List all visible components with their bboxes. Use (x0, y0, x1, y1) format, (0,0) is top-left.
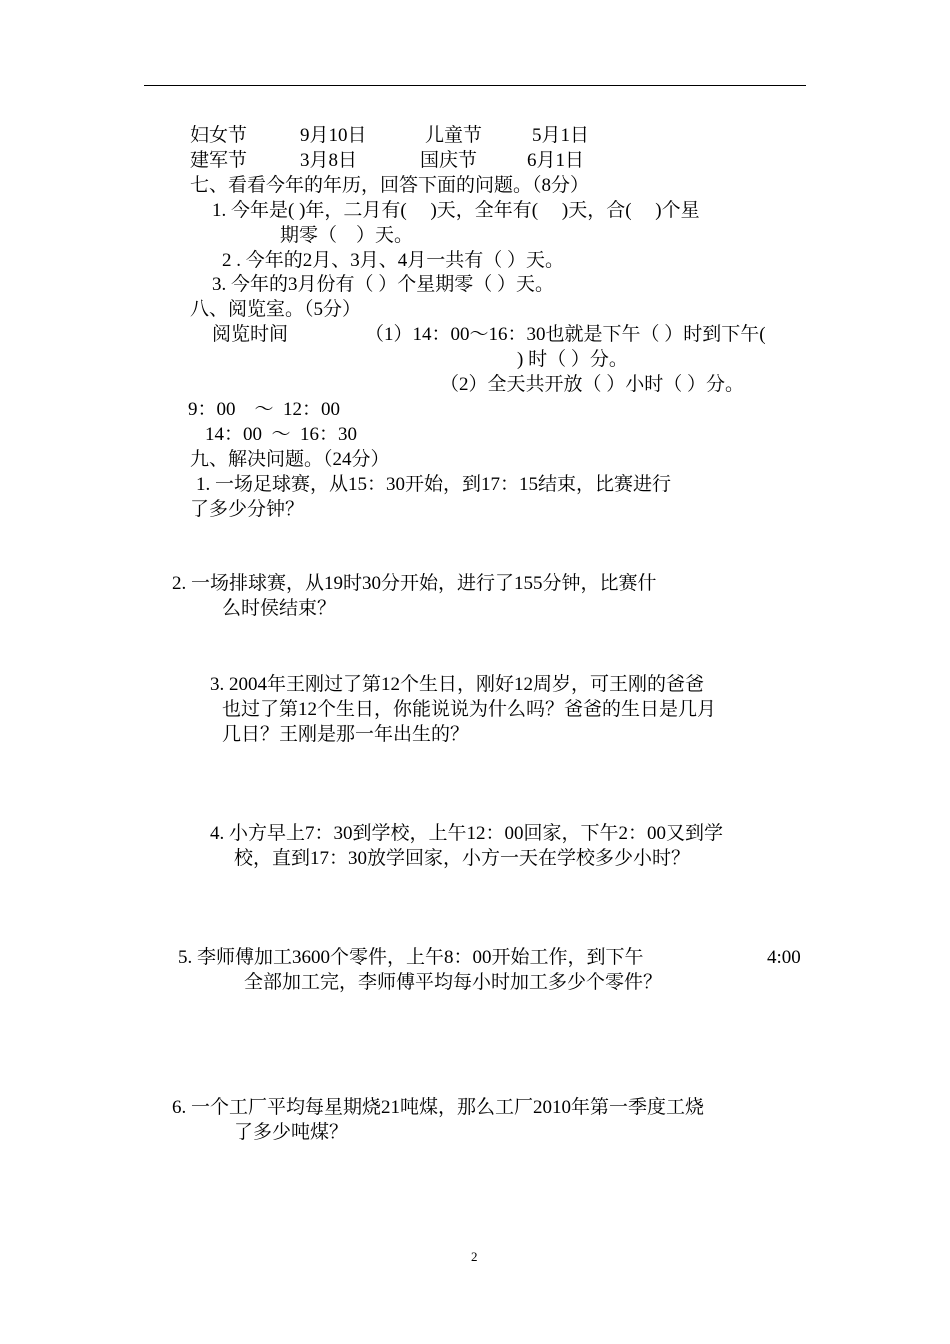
problem-3: 3. 2004年王刚过了第12个生日，刚好12周岁，可王刚的爸爸 (210, 674, 705, 695)
section7-q1: 1. 今年是( )年，二月有( )天，全年有( )天，合( )个星 (212, 200, 700, 221)
problem-6: 6. 一个工厂平均每星期烧21吨煤，那么工厂2010年第一季度工烧 (172, 1097, 705, 1118)
holiday-name: 妇女节 (190, 125, 248, 146)
holiday-name: 国庆节 (420, 150, 478, 171)
holiday-date: 6月1日 (527, 150, 585, 171)
problem-6-cont: 了多少吨煤？ (234, 1122, 349, 1143)
problem-1: 1. 一场足球赛，从15：30开始，到17：15结束，比赛进行 (196, 474, 672, 495)
section7-q1-cont: 期零（ ）天。 (280, 225, 414, 246)
section8-q1: （1）14：00～16：30也就是下午（ ）时到下午( (365, 324, 766, 345)
holiday-date: 3月8日 (300, 150, 358, 171)
section9-heading: 九、解决问题。（24分） (190, 449, 390, 470)
problem-2: 2. 一场排球赛，从19时30分开始，进行了155分钟，比赛什 (172, 573, 657, 594)
reading-time-label: 阅览时间 (212, 324, 289, 345)
holiday-date: 5月1日 (532, 125, 590, 146)
holiday-name: 儿童节 (425, 125, 483, 146)
section8-heading: 八、阅览室。（5分） (190, 299, 362, 320)
section7-q3: 3. 今年的3月份有（ ）个星期零（ ）天。 (212, 274, 555, 295)
page-number: 2 (471, 1249, 478, 1264)
problem-5-cont: 全部加工完，李师傅平均每小时加工多少个零件？ (244, 972, 663, 993)
problem-3-cont: 也过了第12个生日，你能说说为什么吗？爸爸的生日是几月 (222, 699, 717, 720)
problem-4: 4. 小方早上7：30到学校，上午12：00回家，下午2：00又到学 (210, 823, 724, 844)
header-rule (144, 85, 806, 86)
opening-time-1: 9：00 ～ 12：00 (188, 399, 341, 420)
holiday-date: 9月10日 (300, 125, 367, 146)
section8-q2: （2）全天共开放（ ）小时（ ）分。 (440, 374, 745, 395)
section7-q2: 2 . 今年的2月、3月、4月一共有（ ）天。 (222, 250, 565, 271)
problem-5-time: 4:00 (767, 947, 801, 968)
problem-4-cont: 校，直到17：30放学回家，小方一天在学校多少小时？ (234, 848, 691, 869)
section8-q1-cont: ) 时（ ）分。 (517, 349, 628, 370)
problem-1-cont: 了多少分钟？ (190, 499, 305, 520)
problem-3-cont: 几日？王刚是那一年出生的？ (222, 724, 470, 745)
holiday-name: 建军节 (190, 150, 248, 171)
opening-time-2: 14：00 ～ 16：30 (205, 424, 358, 445)
section7-heading: 七、看看今年的年历，回答下面的问题。（8分） (190, 175, 590, 196)
problem-5: 5. 李师傅加工3600个零件，上午8：00开始工作，到下午 (178, 947, 644, 968)
problem-2-cont: 么时侯结束？ (222, 598, 337, 619)
